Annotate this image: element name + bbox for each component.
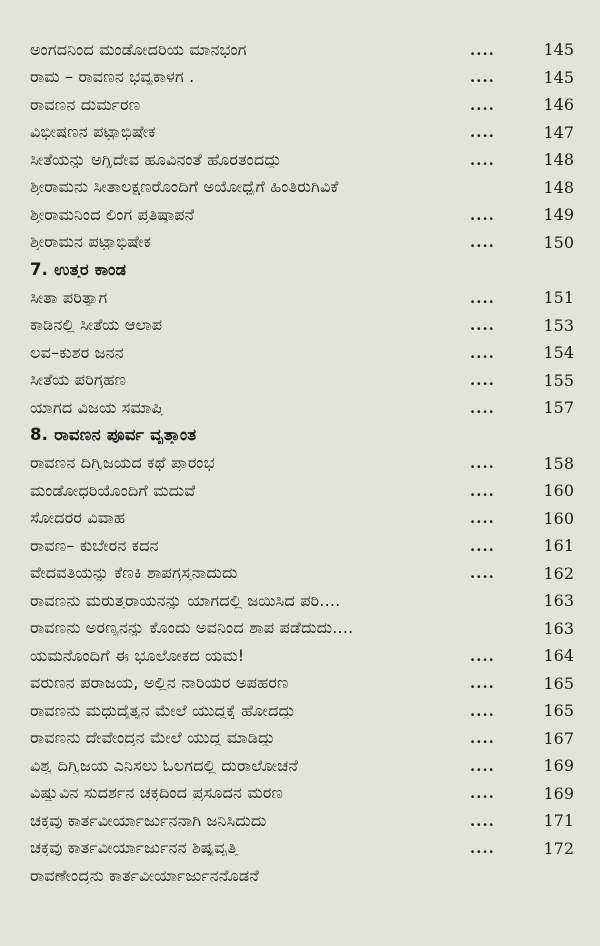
entry-title: ರಾವಣನ ದುರ್ಮರಣ (30, 96, 141, 113)
entry-title: ರಾವಣನು ಮಧುದೈತ್ಯನ ಮೇಲೆ ಯುದ್ಧಕ್ಕೆ ಹೋದದ್ದು (30, 702, 296, 719)
leader-dots: .... (470, 398, 495, 417)
entry-title: ಯಮನೊಂದಿಗೆ ಈ ಭೂಲೋಕದ ಯಮ! (30, 647, 245, 664)
leader-dots: .... (470, 233, 495, 252)
entry-title: ಸೋದರರ ವಿವಾಹ (30, 510, 126, 527)
toc-entry (30, 670, 574, 698)
toc-entry (30, 229, 574, 257)
entry-title: ಸೀತೆಯನ್ನು ಅಗ್ನಿದೇವ ಹೂವಿನಂತೆ ಹೊರತಂದದ್ದು (30, 151, 282, 168)
leader-dots: .... (470, 40, 495, 59)
toc-entry (30, 780, 574, 808)
toc-entry (30, 36, 574, 64)
leader-dots: .... (470, 784, 495, 803)
entry-title: ವೇದವತಿಯನ್ನು ಕೆಣಕಿ ಶಾಪಗ್ರಸ್ತನಾದುದು (30, 565, 238, 582)
toc-entry (30, 146, 574, 174)
page-number: 145 (543, 67, 574, 87)
page-number: 167 (543, 728, 574, 748)
page-number: 145 (543, 40, 574, 60)
toc-entry (30, 394, 574, 422)
toc-entry (30, 807, 574, 835)
page-number: 172 (543, 838, 574, 858)
section-title: 8. ರಾವಣನ ಪೂರ್ವ ವೃತ್ತಾಂತ (30, 427, 197, 444)
entry-title: ಚಕ್ರವು ಕಾರ್ತವೀರ್ಯಾರ್ಜುನನಾಗಿ ಜನಿಸಿದುದು (30, 812, 267, 829)
leader-dots: .... (470, 95, 495, 114)
toc-entry (30, 367, 574, 395)
page-number: 153 (543, 315, 574, 335)
entry-title: ಮಂಡೋಧರಿಯೊಂದಿಗೆ ಮದುವೆ (30, 482, 196, 499)
entry-title: ಯಾಗದ ವಿಜಯ ಸಮಾಪ್ತಿ (30, 399, 164, 416)
leader-dots: .... (470, 729, 495, 748)
leader-dots: .... (470, 205, 495, 224)
page-number: 157 (543, 398, 574, 418)
leader-dots: .... (470, 481, 495, 500)
leader-dots: .... (470, 756, 495, 775)
toc-entry (30, 615, 574, 643)
entry-title: ಲವ–ಕುಶರ ಜನನ (30, 344, 124, 361)
toc-entry (30, 339, 574, 367)
entry-title: ವಿಷ್ಣುವಿನ ಸುದರ್ಶನ ಚಕ್ರದಿಂದ ಪ್ರಸೂದನ ಮರಣ (30, 785, 284, 802)
page-number: 169 (543, 783, 574, 803)
entry-title: ಕಾಡಿನಲ್ಲಿ ಸೀತೆಯ ಆಲಾಪ (30, 317, 163, 334)
entry-title: ರಾಮ – ರಾವಣನ ಭವ್ಯಕಾಳಗ . (30, 69, 195, 86)
toc-entry (30, 312, 574, 340)
leader-dots: .... (470, 288, 495, 307)
entry-title: ರಾವಣೇಂದ್ರನು ಕಾರ್ತವೀರ್ಯಾರ್ಜುನನೊಡನೆ (30, 867, 259, 884)
page-number: 148 (543, 150, 574, 170)
toc-entry (30, 752, 574, 780)
page-number: 164 (543, 646, 574, 666)
toc-entry (30, 835, 574, 863)
page-number: 160 (543, 481, 574, 501)
section-heading (30, 256, 574, 284)
section-title: 7. ಉತ್ತರ ಕಾಂಡ (30, 261, 127, 279)
toc-entry (30, 450, 574, 478)
table-of-contents (30, 36, 574, 890)
entry-title: ಸೀತಾ ಪರಿತ್ಯಾಗ (30, 289, 108, 306)
entry-title: ಶ್ರೀರಾಮನ ಪಟ್ಟಾಭಿಷೇಕ (30, 234, 152, 251)
page-number: 162 (543, 563, 574, 583)
toc-entry (30, 91, 574, 119)
page-number: 154 (543, 343, 574, 363)
page-number: 163 (543, 591, 574, 611)
page-number: 151 (543, 288, 574, 308)
toc-entry (30, 532, 574, 560)
entry-title: ಶ್ರೀರಾಮನು ಸೀತಾಲಕ್ಷ್ಮಣರೊಂದಿಗೆ ಅಯೋಧ್ಯೆಗೆ ಹಿಂತಿರುಗಿವಿಕೆ (30, 179, 339, 196)
toc-entry (30, 862, 574, 890)
entry-title: ವರುಣನ ಪರಾಜಯ, ಅಲ್ಲಿನ ನಾರಿಯರ ಅಪಹರಣ (30, 675, 289, 692)
page-number: 146 (543, 95, 574, 115)
toc-entry (30, 587, 574, 615)
toc-entry (30, 284, 574, 312)
entry-title: ಶ್ರೀರಾಮನಿಂದ ಲಿಂಗ ಪ್ರತಿಷ್ಠಾಪನೆ (30, 206, 195, 223)
page-number: 149 (543, 205, 574, 225)
toc-entry (30, 201, 574, 229)
page-number: 163 (543, 618, 574, 638)
toc-entry (30, 505, 574, 533)
page-number: 171 (543, 811, 574, 831)
toc-entry (30, 560, 574, 588)
leader-dots: .... (470, 150, 495, 169)
page-number: 165 (543, 701, 574, 721)
leader-dots: .... (470, 343, 495, 362)
leader-dots: .... (470, 701, 495, 720)
toc-entry (30, 174, 574, 202)
entry-title: ರಾವಣನ ದಿಗ್ವಿಜಯದ ಕಥೆ ಪ್ರಾರಂಭ (30, 455, 215, 472)
toc-entry (30, 697, 574, 725)
leader-dots: .... (470, 316, 495, 335)
entry-title: ವಿಭೀಷಣನ ಪಟ್ಟಾಭಿಷೇಕ (30, 124, 156, 141)
page-number: 158 (543, 453, 574, 473)
entry-title: ರಾವಣನು ಅರಣ್ಯನನ್ನು ಕೊಂದು ಅವನಿಂದ ಶಾಪ ಪಡೆದುದು.... (30, 620, 354, 637)
section-heading (30, 422, 574, 450)
page-number: 169 (543, 756, 574, 776)
leader-dots: .... (470, 674, 495, 693)
entry-title: ರಾವಣನು ಮರುತ್ತರಾಯನನ್ನು ಯಾಗದಲ್ಲಿ ಜಯಿಸಿದ ಪರಿ.... (30, 592, 341, 609)
leader-dots: .... (470, 839, 495, 858)
entry-title: ಅಂಗದನಿಂದ ಮಂಡೋದರಿಯ ಮಾನಭಂಗ (30, 41, 247, 58)
page-number: 155 (543, 370, 574, 390)
leader-dots: .... (470, 564, 495, 583)
leader-dots: .... (470, 646, 495, 665)
leader-dots: .... (470, 68, 495, 87)
page-number: 160 (543, 508, 574, 528)
leader-dots: .... (470, 123, 495, 142)
page-number: 147 (543, 122, 574, 142)
page-number: 161 (543, 536, 574, 556)
leader-dots: .... (470, 811, 495, 830)
leader-dots: .... (470, 536, 495, 555)
toc-entry (30, 477, 574, 505)
toc-entry (30, 64, 574, 92)
entry-title: ಚಕ್ರವು ಕಾರ್ತವೀರ್ಯಾರ್ಜುನನ ಶಿಷ್ಯವೃತ್ತಿ (30, 840, 238, 857)
toc-entry (30, 119, 574, 147)
page-number: 148 (543, 177, 574, 197)
leader-dots: .... (470, 371, 495, 390)
leader-dots: .... (470, 454, 495, 473)
page-number: 150 (543, 232, 574, 252)
toc-entry (30, 725, 574, 753)
entry-title: ಸೀತೆಯ ಪರಿಗ್ರಹಣ (30, 372, 127, 389)
entry-title: ರಾವಣ– ಕುಬೇರನ ಕದನ (30, 537, 159, 554)
toc-entry (30, 642, 574, 670)
leader-dots: .... (470, 509, 495, 528)
page-number: 165 (543, 673, 574, 693)
entry-title: ವಿಶ್ವ ದಿಗ್ವಿಜಯ ಎನಿಸಲು ಓಲಗದಲ್ಲಿ ದುರಾಲೋಚನೆ (30, 757, 299, 774)
entry-title: ರಾವಣನು ದೇವೇಂದ್ರನ ಮೇಲೆ ಯುದ್ಧ ಮಾಡಿದ್ದು (30, 730, 276, 747)
